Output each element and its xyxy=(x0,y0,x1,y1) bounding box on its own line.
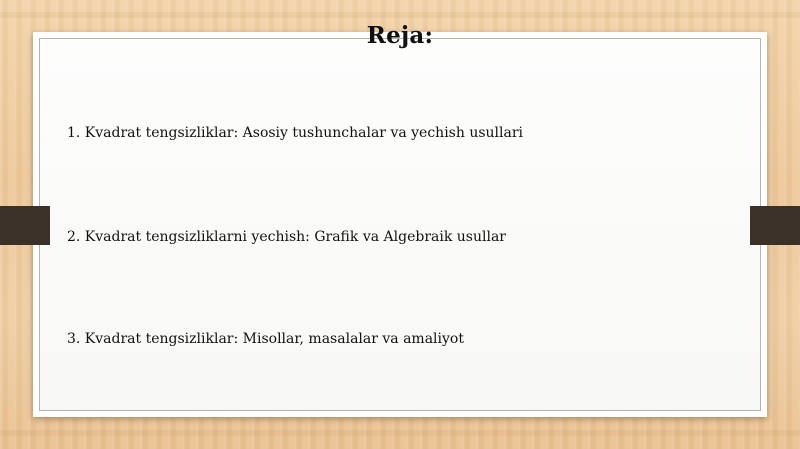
plan-item-1: 1. Kvadrat tengsizliklar: Asosiy tushunchalar va yechish usullari xyxy=(67,125,524,141)
slide-card-border xyxy=(39,38,761,411)
wood-grain xyxy=(0,430,800,436)
left-decorative-tab xyxy=(0,206,50,245)
plan-item-3: 3. Kvadrat tengsizliklar: Misollar, masalalar va amaliyot xyxy=(67,331,464,347)
slide-card xyxy=(33,32,767,417)
slide-title: Reja: xyxy=(366,22,434,49)
plan-item-2: 2. Kvadrat tengsizliklarni yechish: Grafik va Algebraik usullar xyxy=(67,229,506,245)
wood-grain xyxy=(0,12,800,18)
right-decorative-tab xyxy=(750,206,800,245)
